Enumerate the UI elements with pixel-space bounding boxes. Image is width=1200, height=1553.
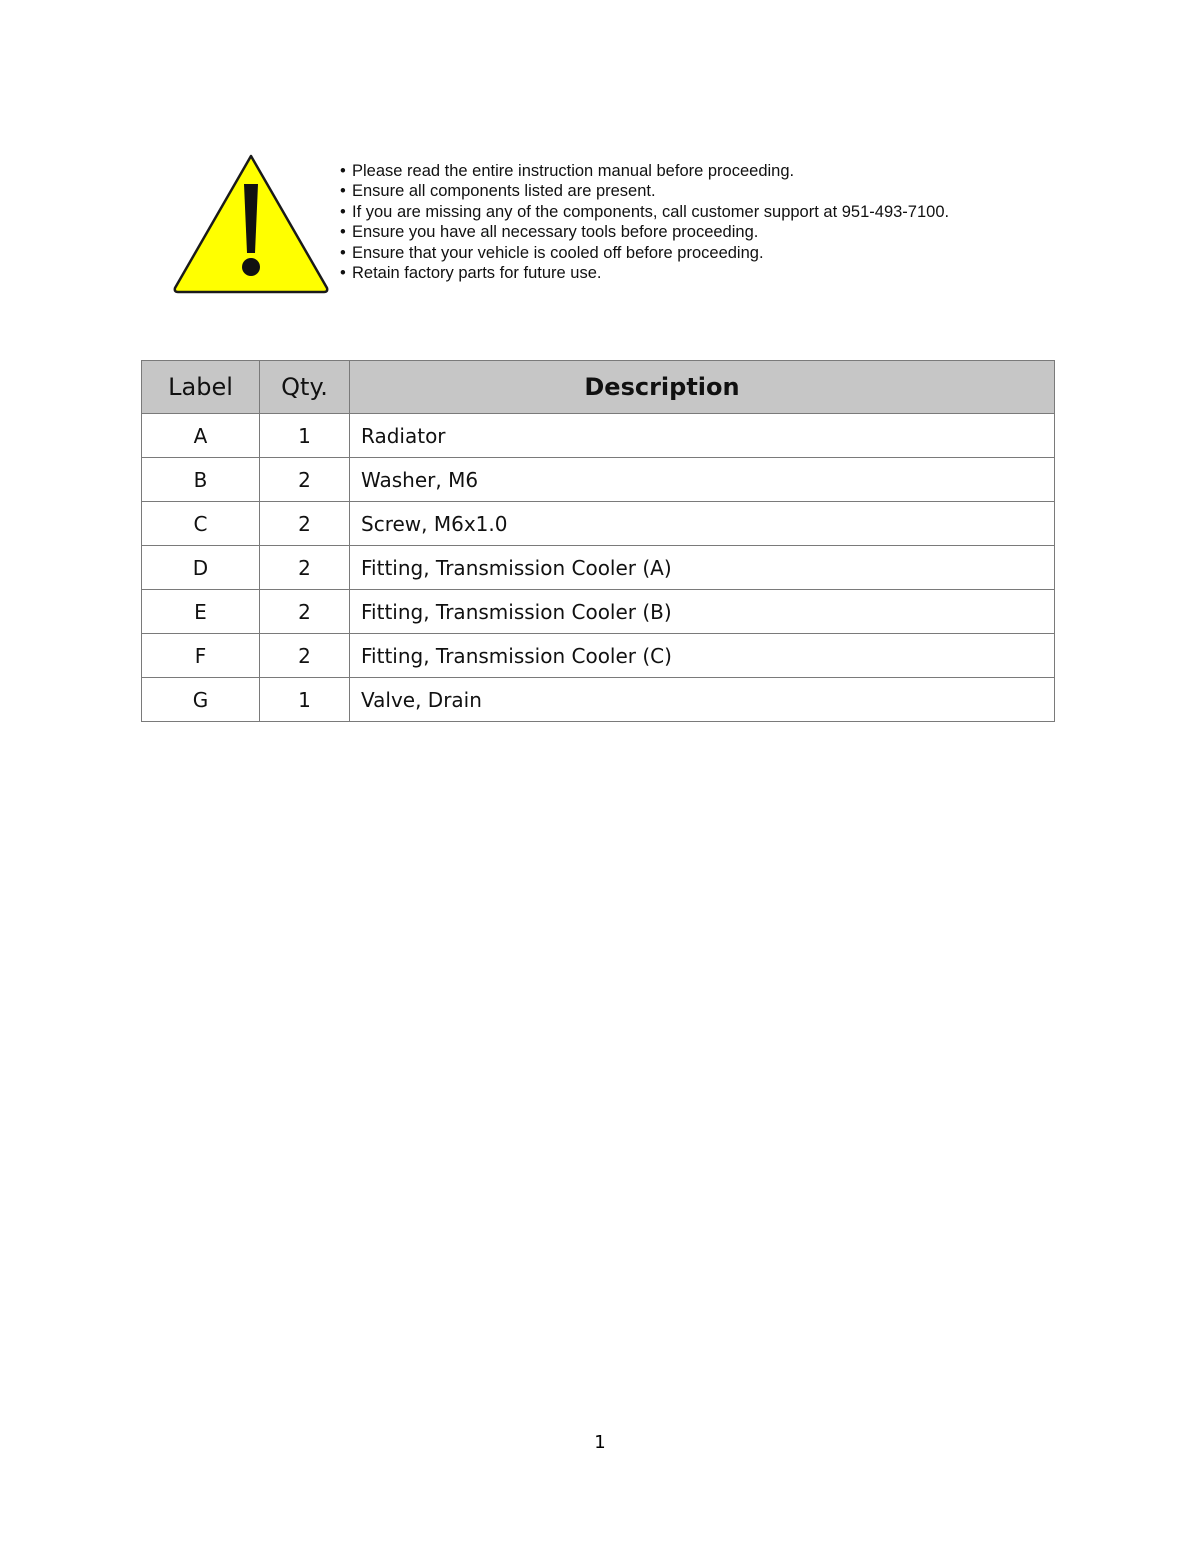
cell-label: A (142, 414, 260, 458)
table-header-row (142, 361, 1055, 414)
cell-label: F (142, 634, 260, 678)
page-number: 1 (594, 1432, 606, 1453)
notice-item: • Retain factory parts for future use. (340, 263, 949, 283)
cell-qty: 2 (260, 546, 350, 590)
cell-description: Fitting, Transmission Cooler (B) (350, 590, 1055, 634)
notice-list (340, 161, 949, 283)
cell-description: Fitting, Transmission Cooler (A) (350, 546, 1055, 590)
cell-label: D (142, 546, 260, 590)
parts-table (141, 360, 1055, 722)
table-row (142, 502, 1055, 546)
notice-item: • Ensure you have all necessary tools before proceeding. (340, 222, 949, 242)
cell-description: Screw, M6x1.0 (350, 502, 1055, 546)
cell-description: Radiator (350, 414, 1055, 458)
table-row (142, 634, 1055, 678)
notice-item: • If you are missing any of the components, call customer support at 951-493-7100. (340, 202, 949, 222)
table-row (142, 414, 1055, 458)
notice-item: • Ensure that your vehicle is cooled off before proceeding. (340, 243, 949, 263)
header-label: Label (142, 361, 260, 414)
cell-label: G (142, 678, 260, 722)
table-row (142, 546, 1055, 590)
header-description: Description (350, 361, 1055, 414)
cell-description: Washer, M6 (350, 458, 1055, 502)
cell-label: E (142, 590, 260, 634)
cell-qty: 2 (260, 502, 350, 546)
cell-qty: 2 (260, 590, 350, 634)
cell-qty: 1 (260, 678, 350, 722)
table-row (142, 590, 1055, 634)
notice-item: • Please read the entire instruction manual before proceeding. (340, 161, 949, 181)
header-qty: Qty. (260, 361, 350, 414)
cell-label: C (142, 502, 260, 546)
cell-description: Fitting, Transmission Cooler (C) (350, 634, 1055, 678)
cell-qty: 2 (260, 458, 350, 502)
cell-label: B (142, 458, 260, 502)
notice-item: • Ensure all components listed are present. (340, 181, 949, 201)
warning-triangle-icon (170, 150, 332, 296)
cell-qty: 2 (260, 634, 350, 678)
cell-qty: 1 (260, 414, 350, 458)
cell-description: Valve, Drain (350, 678, 1055, 722)
table-row (142, 678, 1055, 722)
table-row (142, 458, 1055, 502)
